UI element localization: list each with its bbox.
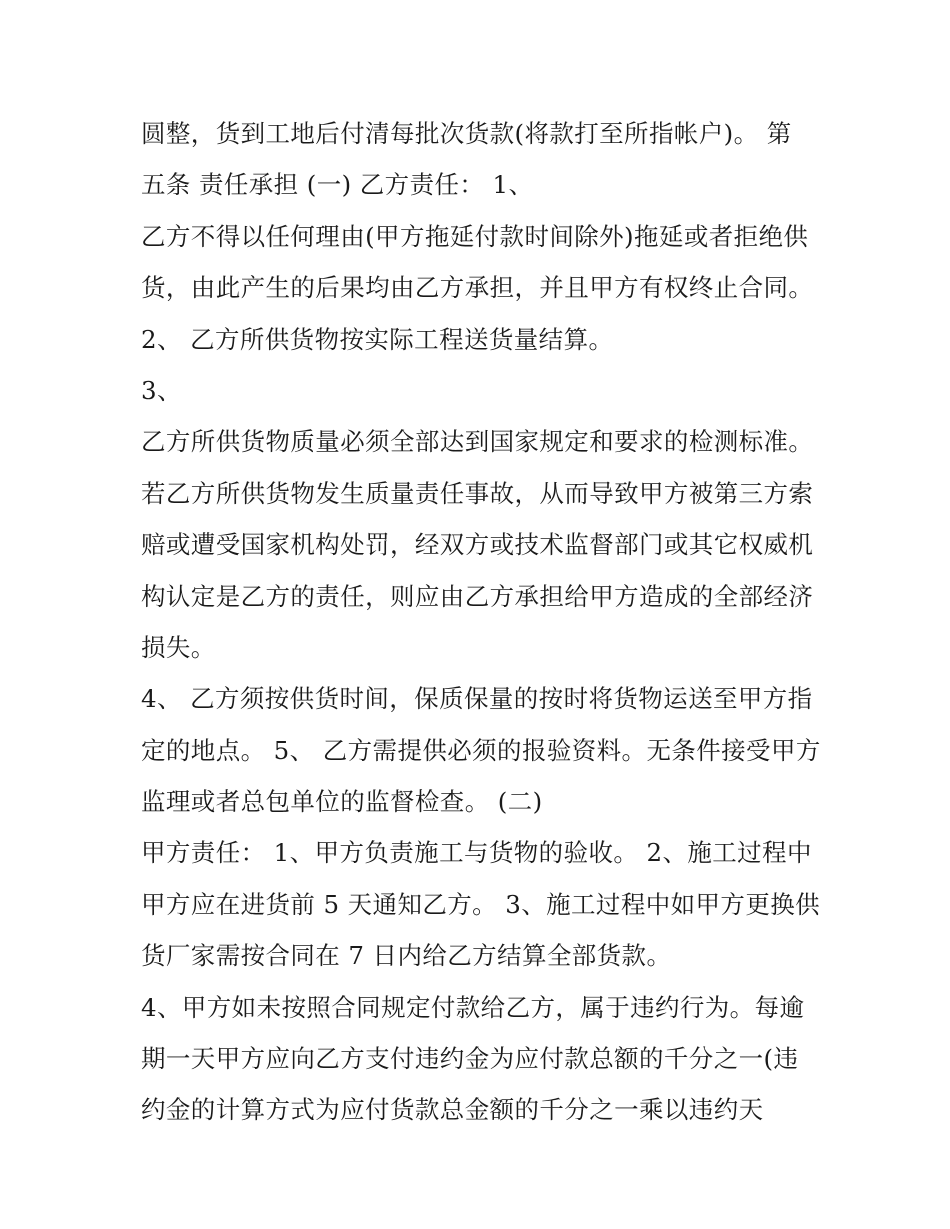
text-line: 监理或者总包单位的监督检查。 (二) xyxy=(141,787,543,817)
text-line: 4、 乙方须按供货时间，保质保量的按时将货物运送至甲方指 xyxy=(141,684,813,714)
text-line: 甲方应在进货前 5 天通知乙方。 3、施工过程中如甲方更换供 xyxy=(141,889,821,919)
text-line: 乙方所供货物质量必须全部达到国家规定和要求的检测标准。 xyxy=(141,427,814,457)
contract-text-body xyxy=(141,108,821,1136)
text-line: 构认定是乙方的责任，则应由乙方承担给甲方造成的全部经济 xyxy=(141,581,814,611)
text-line: 乙方不得以任何理由(甲方拖延付款时间除外)拖延或者拒绝供 xyxy=(141,221,809,251)
text-line: 货厂家需按合同在 7 日内给乙方结算全部货款。 xyxy=(141,941,672,971)
text-line: 损失。 xyxy=(141,632,216,662)
text-line: 3、 xyxy=(141,375,182,405)
text-line: 圆整，货到工地后付清每批次货款(将款打至所指帐户)。 第 xyxy=(141,119,792,148)
text-line: 五条 责任承担 (一) 乙方责任： 1、 xyxy=(141,170,534,200)
text-line: 定的地点。 5、 乙方需提供必须的报验资料。无条件接受甲方 xyxy=(141,735,821,765)
text-line: 货，由此产生的后果均由乙方承担，并且甲方有权终止合同。 xyxy=(141,273,814,303)
text-line: 4、甲方如未按照合同规定付款给乙方，属于违约行为。每逾 xyxy=(141,992,805,1022)
text-line: 期一天甲方应向乙方支付违约金为应付款总额的千分之一(违 xyxy=(141,1044,799,1074)
text-line: 若乙方所供货物发生质量责任事故，从而导致甲方被第三方索 xyxy=(141,478,814,508)
text-line: 约金的计算方式为应付货款总金额的千分之一乘以违约天 xyxy=(141,1095,764,1125)
text-line: 甲方责任： 1、甲方负责施工与货物的验收。 2、施工过程中 xyxy=(141,838,812,868)
text-line: 2、 乙方所供货物按实际工程送货量结算。 xyxy=(141,324,614,354)
text-line: 赔或遭受国家机构处罚，经双方或技术监督部门或其它权威机 xyxy=(141,530,814,560)
